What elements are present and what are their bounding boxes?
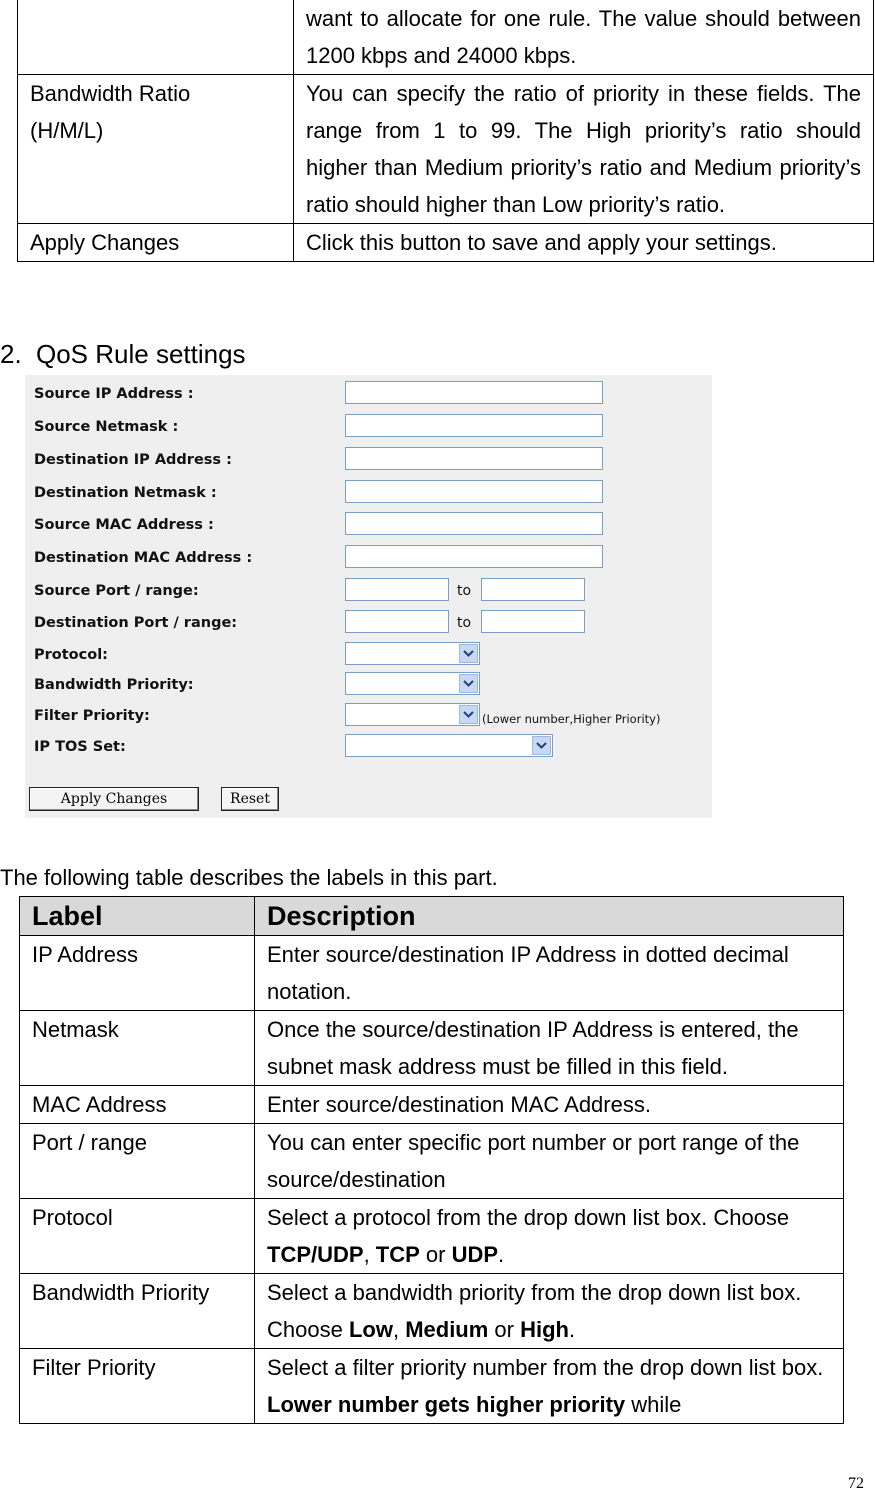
section-title: QoS Rule settings bbox=[36, 339, 246, 369]
desc-text: Select a protocol from the drop down list box. Choose bbox=[267, 1205, 790, 1230]
desc-text: Select a filter priority number from the drop down list box. bbox=[267, 1355, 824, 1380]
bandwidth-priority-label: Bandwidth Priority: bbox=[34, 677, 194, 693]
source-netmask-label: Source Netmask : bbox=[34, 419, 179, 435]
table-cell-description bbox=[255, 1349, 844, 1424]
table-row bbox=[20, 1086, 844, 1124]
header-description: Description bbox=[255, 897, 844, 936]
table-row bbox=[20, 1349, 844, 1424]
desc-bold: TCP/UDP bbox=[267, 1242, 364, 1267]
table-row bbox=[20, 1274, 844, 1349]
desc-text: while bbox=[625, 1392, 682, 1417]
chevron-down-icon bbox=[532, 736, 551, 755]
dest-mac-label: Destination MAC Address : bbox=[34, 550, 253, 566]
desc-text: , bbox=[392, 1317, 406, 1342]
table-row bbox=[18, 0, 874, 75]
desc-text: . bbox=[498, 1242, 505, 1267]
table-row bbox=[18, 224, 874, 262]
source-ip-input[interactable] bbox=[345, 381, 603, 404]
form-row-filter-priority bbox=[25, 703, 712, 731]
to-label: to bbox=[457, 583, 472, 599]
chevron-down-icon bbox=[459, 705, 478, 724]
desc-text: Select a bandwidth priority from the drop down list box. Choose bbox=[267, 1280, 802, 1342]
form-row-bandwidth-priority bbox=[25, 672, 712, 700]
dest-port-label: Destination Port / range: bbox=[34, 615, 238, 631]
table-cell-description: Click this button to save and apply your settings. bbox=[294, 224, 874, 262]
ip-tos-select[interactable] bbox=[345, 734, 553, 757]
intro-text: The following table describes the labels in this part. bbox=[0, 865, 498, 890]
to-label: to bbox=[457, 615, 472, 631]
source-ip-label: Source IP Address : bbox=[34, 386, 194, 402]
label-description-table bbox=[19, 896, 844, 1424]
source-port-label: Source Port / range: bbox=[34, 583, 199, 599]
table-cell-label: Protocol bbox=[20, 1199, 255, 1274]
dest-mac-input[interactable] bbox=[345, 545, 603, 568]
desc-text: or bbox=[488, 1317, 521, 1342]
form-row-dest-mac bbox=[25, 545, 712, 573]
table-row bbox=[20, 1124, 844, 1199]
table-cell-description: Enter source/destination MAC Address. bbox=[255, 1086, 844, 1124]
form-row-dest-ip bbox=[25, 447, 712, 475]
form-row-source-port bbox=[25, 578, 712, 606]
table-cell-label: Apply Changes bbox=[18, 224, 294, 262]
table-row bbox=[20, 936, 844, 1011]
dest-netmask-label: Destination Netmask : bbox=[34, 485, 217, 501]
ip-tos-label: IP TOS Set: bbox=[34, 739, 126, 755]
dest-port-start-input[interactable] bbox=[345, 610, 449, 633]
form-row-source-mac bbox=[25, 512, 712, 540]
dest-ip-label: Destination IP Address : bbox=[34, 452, 232, 468]
form-row-ip-tos bbox=[25, 734, 712, 762]
section-heading bbox=[0, 337, 246, 371]
table-cell-label: Port / range bbox=[20, 1124, 255, 1199]
section-number: 2. bbox=[0, 339, 22, 369]
bandwidth-priority-select[interactable] bbox=[345, 672, 480, 695]
table-cell-description: You can specify the ratio of priority in these fields. The range from 1 to 99. The High priority’s ratio should higher than Medium priority’s ratio and Medium priority’s ratio should higher than Low priority’s ratio. bbox=[294, 75, 874, 224]
chevron-down-icon bbox=[459, 674, 478, 693]
reset-button[interactable]: Reset bbox=[221, 787, 279, 811]
form-row-dest-netmask bbox=[25, 480, 712, 508]
table-cell-label: Filter Priority bbox=[20, 1349, 255, 1424]
table-cell-description bbox=[255, 1274, 844, 1349]
table-cell-description: You can enter specific port number or port range of the source/destination bbox=[255, 1124, 844, 1199]
protocol-label: Protocol: bbox=[34, 647, 108, 663]
form-row-protocol bbox=[25, 642, 712, 670]
qos-rule-form-screenshot bbox=[25, 375, 712, 818]
form-row-source-ip bbox=[25, 381, 712, 409]
label-text: Bandwidth Ratio (H/M/L) bbox=[30, 81, 191, 143]
table-cell-label: MAC Address bbox=[20, 1086, 255, 1124]
dest-port-end-input[interactable] bbox=[481, 610, 585, 633]
table-cell-label: Netmask bbox=[20, 1011, 255, 1086]
desc-bold: Medium bbox=[405, 1317, 489, 1342]
desc-bold: UDP bbox=[451, 1242, 499, 1267]
form-row-dest-port bbox=[25, 610, 712, 638]
table-row bbox=[18, 75, 874, 224]
source-port-start-input[interactable] bbox=[345, 578, 449, 601]
source-mac-input[interactable] bbox=[345, 512, 603, 535]
table-cell-label bbox=[18, 75, 294, 224]
table-cell-description: want to allocate for one rule. The value should between 1200 kbps and 24000 kbps. bbox=[294, 0, 874, 75]
source-netmask-input[interactable] bbox=[345, 414, 603, 437]
table-row bbox=[20, 1011, 844, 1086]
source-mac-label: Source MAC Address : bbox=[34, 517, 214, 533]
dest-ip-input[interactable] bbox=[345, 447, 603, 470]
top-table bbox=[17, 0, 874, 262]
filter-priority-select[interactable] bbox=[345, 703, 480, 726]
table-row bbox=[20, 1199, 844, 1274]
header-label: Label bbox=[20, 897, 255, 936]
protocol-select[interactable] bbox=[345, 642, 480, 665]
desc-bold: TCP bbox=[375, 1242, 420, 1267]
dest-netmask-input[interactable] bbox=[345, 480, 603, 503]
desc-bold: Low bbox=[348, 1317, 393, 1342]
form-row-source-netmask bbox=[25, 414, 712, 442]
apply-changes-button[interactable]: Apply Changes bbox=[29, 787, 199, 811]
filter-priority-label: Filter Priority: bbox=[34, 708, 150, 724]
table-header-row bbox=[20, 897, 844, 936]
chevron-down-icon bbox=[459, 644, 478, 663]
table-cell-label: IP Address bbox=[20, 936, 255, 1011]
desc-text: or bbox=[419, 1242, 452, 1267]
table-cell-label: Bandwidth Priority bbox=[20, 1274, 255, 1349]
table-cell-description bbox=[255, 1199, 844, 1274]
desc-bold: Lower number gets higher priority bbox=[267, 1392, 626, 1417]
table-cell-description: Once the source/destination IP Address is entered, the subnet mask address must be filled in this field. bbox=[255, 1011, 844, 1086]
desc-text: , bbox=[363, 1242, 376, 1267]
page-number: 72 bbox=[848, 1475, 864, 1492]
table-cell-label bbox=[18, 0, 294, 75]
filter-priority-hint: (Lower number,Higher Priority) bbox=[482, 712, 661, 726]
table-cell-description: Enter source/destination IP Address in dotted decimal notation. bbox=[255, 936, 844, 1011]
desc-bold: High bbox=[520, 1317, 569, 1342]
source-port-end-input[interactable] bbox=[481, 578, 585, 601]
desc-text: . bbox=[569, 1317, 576, 1342]
